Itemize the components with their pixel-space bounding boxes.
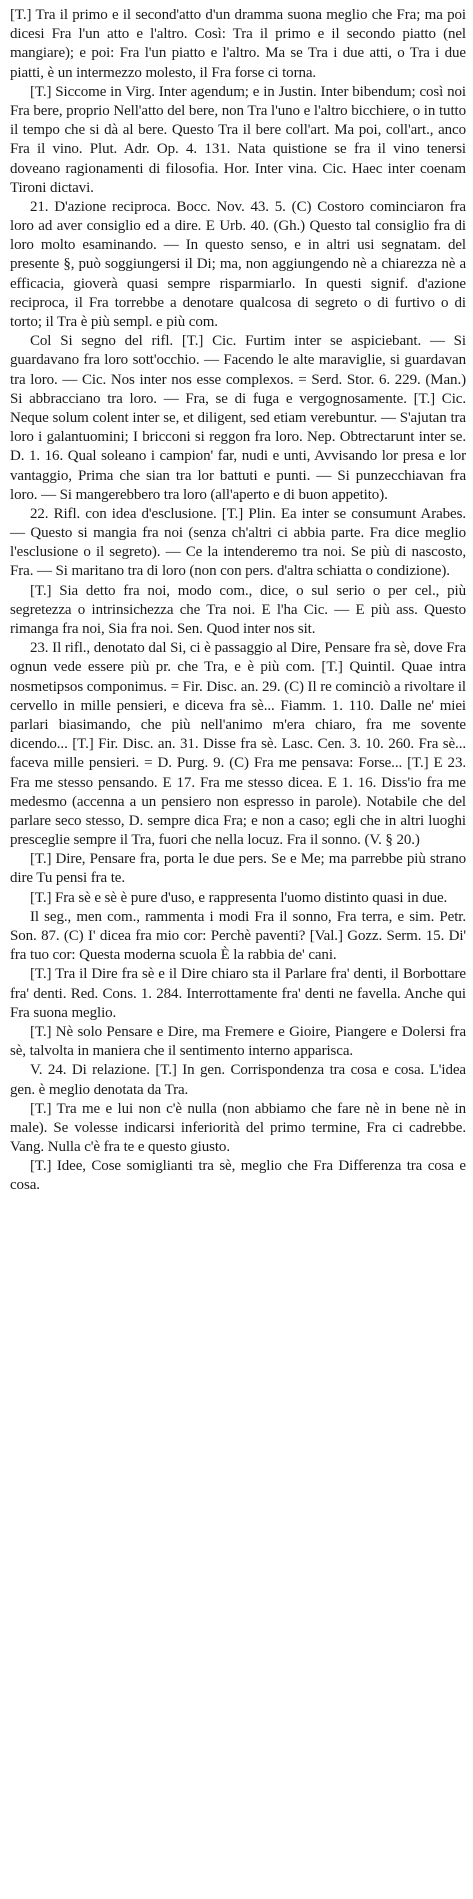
paragraph-col-si-rifl: Col Si segno del rifl. [T.] Cic. Furtim inter se aspiciebant. — Si guardavano fra loro sott'occhio. — Facendo le alte maraviglie, si guardavan tra loro. — Cic. Nos inter nos esse complexos. = Serd. Stor. 6. 229. (Man.) Si abbracciano tra loro. — Fra, se di fuga e vergognosamente. [T.] Cic. Neque solum colent inter se, et diligent, sed etiam verebuntur. — S'ajutan tra loro i galantuomini; I bricconi si reggon fra loro. Nep. Obtrectarunt inter se. D. 1. 16. Qual soleano i campion' far, nudi e unti, Avvisando lor presa e lor vantaggio, Prima che sian tra lor battuti e punti. — Si punzecchiavan fra loro. — Si mangerebbero tra loro (all'aperto e di buon appetito). <box>10 333 466 503</box>
section-22-esclusione: 22. Rifl. con idea d'esclusione. [T.] Plin. Ea inter se consumunt Arabes. — Questo si mangia fra noi (senza ch'altri ci abbia parte. Fra dice meglio l'esclusione o il segreto). — Ce la intenderemo tra noi. Se più di nascosto, Fra. — Si maritano tra di loro (non con pers. d'altra schiatta o condizione). <box>10 505 466 580</box>
paragraph-tra-me-e-lui: [T.] Tra me e lui non c'è nulla (non abbiamo che fare nè in bene nè in male). Se volesse indicarsi inferiorità del primo termine, Fra ci cadrebbe. Vang. Nulla c'è fra te e questo giusto. <box>10 1100 466 1156</box>
paragraph-sia-detto-fra-noi: [T.] Sia detto fra noi, modo com., dice, o sul serio o per cel., più segretezza o intrinsichezza che Tra noi. E l'ha Cic. — E più ass. Questo rimanga fra noi, Sia fra noi. Sen. Quod inter nos sit. <box>10 582 466 637</box>
paragraph-dire-pensare-fra: [T.] Dire, Pensare fra, porta le due pers. Se e Me; ma parrebbe più strano dire Tu pensi fra te. <box>10 851 466 887</box>
paragraph-il-seg-men-com: Il seg., men com., rammenta i modi Fra il sonno, Fra terra, e sim. Petr. Son. 87. (C) I' dicea fra mio cor: Perchè paventi? [Val.] Gozz. Serm. 15. Di' fra tuo cor: Questa moderna scuola È la rabbia de' cani. <box>10 908 466 964</box>
paragraph-fremere-gioire: [T.] Nè solo Pensare e Dire, ma Fremere e Gioire, Piangere e Dolersi fra sè, talvolta in maniera che il sentimento interno apparisca. <box>10 1023 466 1060</box>
paragraph-idee-cose: [T.] Idee, Cose somiglianti tra sè, meglio che Fra Differenza tra cosa e cosa. <box>10 1158 466 1194</box>
paragraph-tra-atto: [T.] Tra il primo e il second'atto d'un dramma suona meglio che Fra; ma poi dicesi Fra l'un atto e l'altro. Così: Tra il primo e il secondo piatto (nel mangiare); e poi: Fra l'un piatto e l'altro. Ma se Tra i due atti, o Tra i due piatti, è un intermezzo molesto, il Fra forse ci torna. <box>10 7 466 81</box>
paragraph-fra-se-e-se: [T.] Fra sè e sè è pure d'uso, e rappresenta l'uomo distinto quasi in due. <box>30 889 448 906</box>
paragraph-parlare-fra-denti: [T.] Tra il Dire fra sè e il Dire chiaro sta il Parlare fra' denti, il Borbottare fra' denti. Red. Cons. 1. 284. Interrottamente fra' denti ne favella. Anche qui Fra suona meglio. <box>10 966 466 1021</box>
section-23-rifl-si: 23. Il rifl., denotato dal Si, ci è passaggio al Dire, Pensare fra sè, dove Fra ognun vede essere più pr. che Tra, e è più com. [T.] Quintil. Quae intra nosmetipsos componimus. = Fir. Disc. an. 29. (C) Il re cominciò a rivoltare il cervello in mille pensieri, e diceva fra sè... Fiamm. 1. 110. Dalle ne' miei parlari biasimando, che più nell'animo m'era chiaro, fra me sovente dicendo... [T.] Fir. Disc. an. 31. Disse fra sè. Lasc. Cen. 3. 10. 260. Fra sè... faceva mille pensieri. = D. Purg. 9. (C) Fra me pensava: Forse... [T.] E 23. Fra me stesso pensando. E 17. Fra me stesso dicea. E 1. 16. Diss'io fra me medesmo (accenna a un pensiero non espresso in parole). Notabile che del parlare seco stesso, D. sempre dica Fra; e non a caso; egli che in altri luoghi presceglie sempre il Tra, fuori che nella locuz. Fra il sonno. (V. § 20.) <box>10 640 466 849</box>
section-24-relazione: V. 24. Di relazione. [T.] In gen. Corrispondenza tra cosa e cosa. L'idea gen. è meglio denotata da Tra. <box>10 1062 466 1098</box>
dictionary-page <box>10 6 466 1196</box>
section-21-azione-reciproca: 21. D'azione reciproca. Bocc. Nov. 43. 5. (C) Costoro cominciaron fra loro ad aver consiglio ed a dire. E Urb. 40. (Gh.) Questo tal consiglio fra di loro molto esaminando. — In questo senso, e in altri usi segnatam. del presente §, può soggiungersi il Di; ma, non aggiungendo nè a chiarezza nè a efficacia, gioverà quasi sempre risparmiarlo. In questi signif. d'azione reciproca, il Fra torrebbe a denotare qualcosa di segreto o di furtivo o di torto; il Tra è più sempl. e più com. <box>10 198 466 330</box>
paragraph-inter-agendum: [T.] Siccome in Virg. Inter agendum; e in Justin. Inter bibendum; così noi Fra bere, proprio Nell'atto del bere, non Tra l'uno e l'altro bicchiere, o in tutto il tempo che si dà al bere. Questo Tra il bere coll'art. Ma poi, coll'art., anco Fra il vino. Plut. Adr. Op. 4. 131. Nata quistione se fra il vino tenersi doveano ragionamenti di filosofia. Hor. Inter vina. Cic. Haec inter coenam Tironi dictavi. <box>10 83 466 196</box>
